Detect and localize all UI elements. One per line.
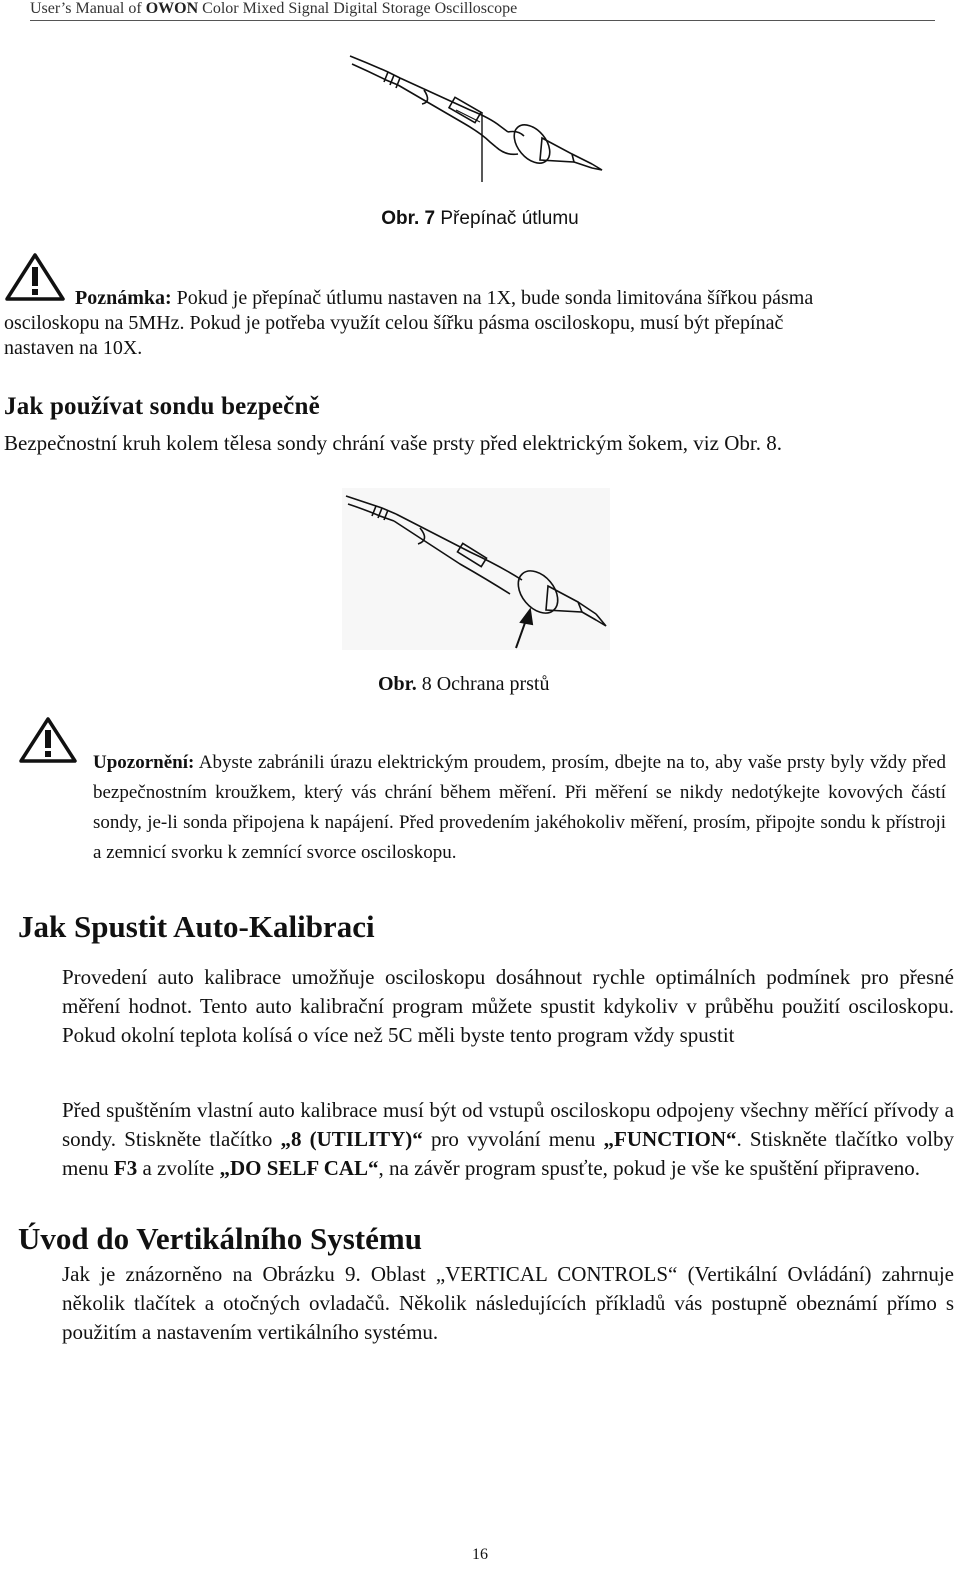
probe-switch-illustration xyxy=(340,52,610,184)
vertical-heading: Úvod do Vertikálního Systému xyxy=(18,1221,422,1256)
probe-finger-guard-illustration xyxy=(340,488,615,656)
warning-triangle-icon xyxy=(4,252,66,302)
warning-triangle-icon xyxy=(18,716,78,764)
page-number: 16 xyxy=(472,1546,488,1563)
safety-heading: Jak používat sondu bezpečně xyxy=(4,393,320,420)
figure8-text: 8 Ochrana prstů xyxy=(416,673,550,695)
warning-paragraph: Upozornění: Abyste zabránili úrazu elektrickým proudem, prosím, dbejte na to, aby vaše prsty byly vždy před bezpečnostním kroužkem, který vás chrání během měření. Při měření se nikdy nedotýkejte kovových částí sondy, je-li sonda připojena k napájení. Před provedením jakéhokoliv měření, prosím, připojte sondu k přístroji a zemnicí svorku k zemnící svorce osciloskopu. xyxy=(93,752,947,863)
header-prefix: User’s Manual of xyxy=(30,0,146,17)
page-header xyxy=(30,0,517,18)
function-menu: „FUNCTION“ xyxy=(603,1127,737,1151)
figure7-label: Obr. 7 xyxy=(381,208,436,229)
vertical-paragraph: Jak je znázorněno na Obrázku 9. Oblast „VERTICAL CONTROLS“ (Vertikální Ovládání) zahrnuje několik tlačítek a otočných ovladačů. Několik následujících příkladů vás postupně obeznámí přímo s použitím a nastavením vertikálního systému. xyxy=(62,1262,954,1344)
warning-label: Upozornění: xyxy=(93,752,195,773)
note1-label: Poznámka: xyxy=(75,287,172,309)
f3-key: F3 xyxy=(113,1156,138,1180)
header-brand: OWON xyxy=(145,0,199,17)
do-self-cal: „DO SELF CAL“ xyxy=(219,1156,379,1180)
figure7-text: Přepínač útlumu xyxy=(435,208,579,229)
note1-line3: nastaven na 10X. xyxy=(4,337,143,359)
figure8-caption xyxy=(378,673,549,696)
header-rule xyxy=(30,20,935,21)
note1-line2: osciloskopu na 5MHz. Pokud je potřeba využít celou šířku pásma osciloskopu, musí být přepínač xyxy=(4,312,784,334)
note1-line1: Poznámka: Pokud je přepínač útlumu nastaven na 1X, bude sonda limitována šířkou pásma xyxy=(75,287,814,309)
autocal-paragraph-2: Před spuštěním vlastní auto kalibrace musí být od vstupů osciloskopu odpojeny všechny měřící přívody a sondy. Stiskněte tlačítko „8 (UTILITY)“ pro vyvolání menu „FUNCTION“. Stiskněte tlačítko volby menu F3 a zvolíte „DO SELF CAL“, na závěr program spusťte, pokud je vše ke spuštění připraveno. xyxy=(62,1098,954,1180)
figure7-caption xyxy=(0,207,960,230)
autocal-heading: Jak Spustit Auto-Kalibraci xyxy=(18,909,375,944)
figure8-label: Obr. xyxy=(378,673,417,695)
autocal-paragraph-1: Provedení auto kalibrace umožňuje osciloskopu dosáhnout rychle optimálních podmínek pro přesné měření hodnot. Tento auto kalibrační program můžete spustit kdykoliv v průběhu použití osciloskopu. Pokud okolní teplota kolísá o více než 5C měli byste tento program vždy spustit xyxy=(62,965,954,1047)
utility-key: „8 (UTILITY)“ xyxy=(280,1127,423,1151)
safety-text: Bezpečnostní kruh kolem tělesa sondy chrání vaše prsty před elektrickým šokem, viz Obr. 8. xyxy=(4,431,782,455)
header-suffix: Color Mixed Signal Digital Storage Oscilloscope xyxy=(198,0,518,17)
